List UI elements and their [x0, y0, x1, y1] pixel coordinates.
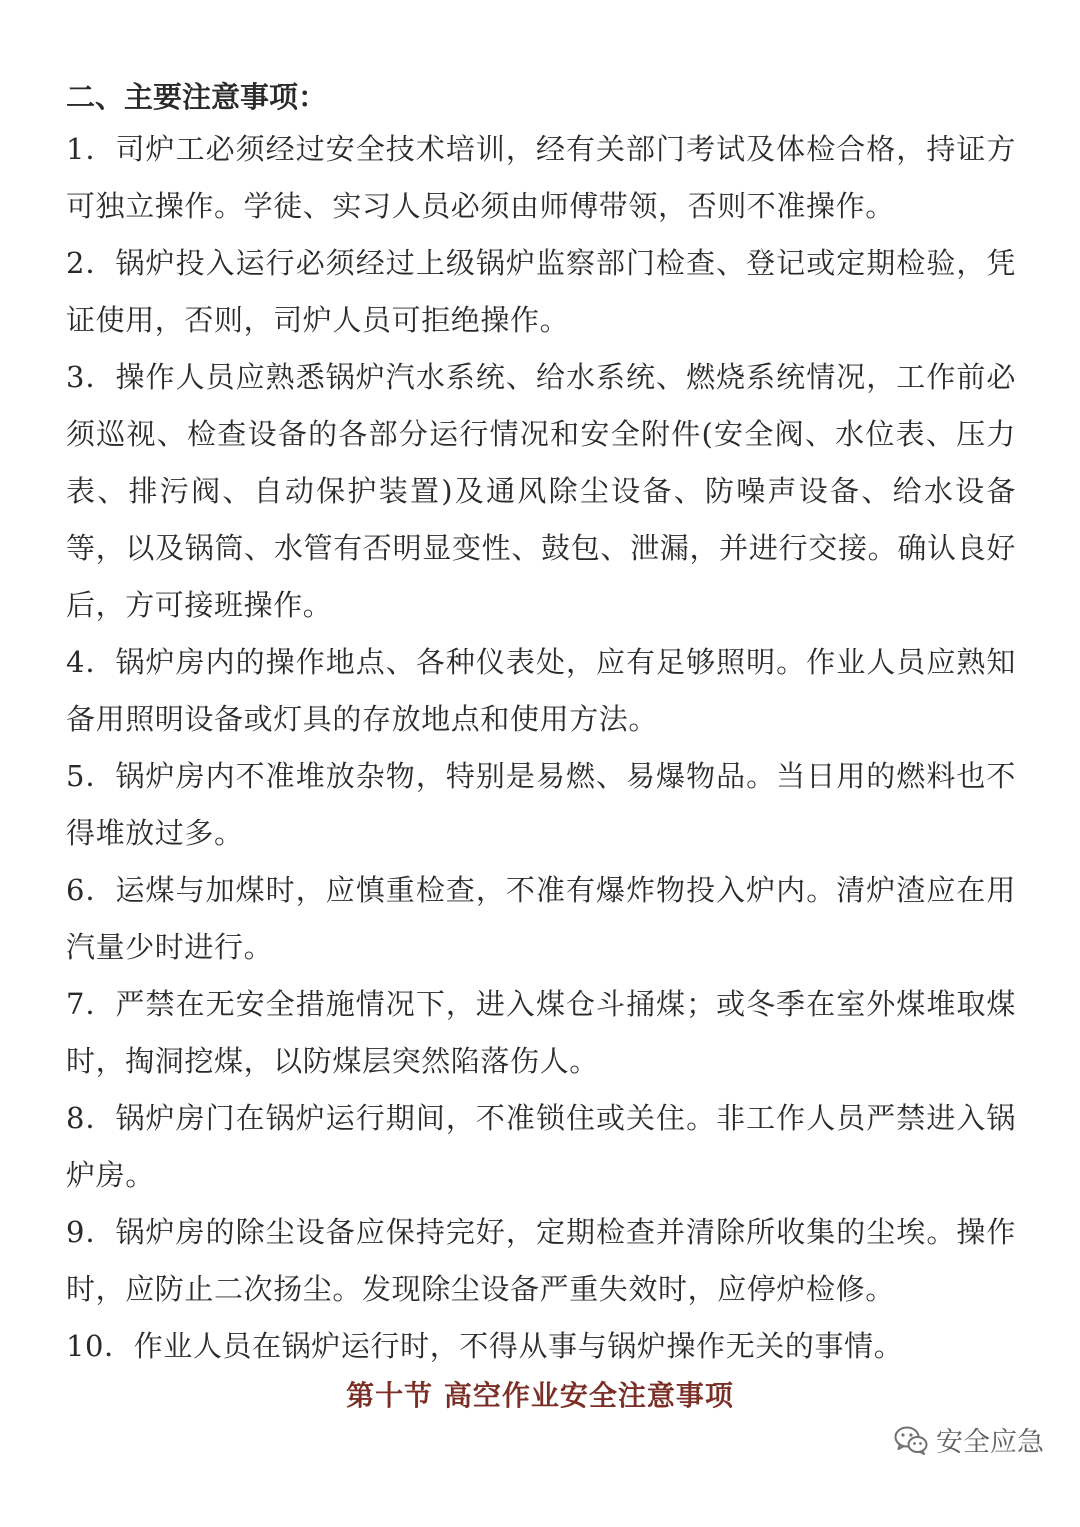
section-title: 第十节 高空作业安全注意事项 — [346, 1379, 734, 1412]
watermark-text: 安全应急 — [936, 1427, 1044, 1458]
list-item-6 — [66, 862, 1016, 976]
list-item-7 — [66, 976, 1016, 1090]
item-text: 2．锅炉投入运行必须经过上级锅炉监察部门检查、登记或定期检验，凭证使用，否则，司炉人员可拒绝操作。 — [66, 246, 1016, 337]
item-text: 8．锅炉房门在锅炉运行期间，不准锁住或关住。非工作人员严禁进入锅炉房。 — [66, 1101, 1016, 1192]
document-body — [66, 74, 1016, 1375]
item-text: 10．作业人员在锅炉运行时，不得从事与锅炉操作无关的事情。 — [66, 1329, 904, 1363]
list-item-10 — [66, 1318, 1016, 1375]
item-text: 4．锅炉房内的操作地点、各种仪表处，应有足够照明。作业人员应熟知备用照明设备或灯具的存放地点和使用方法。 — [66, 645, 1016, 736]
item-text: 5．锅炉房内不准堆放杂物，特别是易燃、易爆物品。当日用的燃料也不得堆放过多。 — [66, 759, 1016, 850]
item-text: 7．严禁在无安全措施情况下，进入煤仓斗捅煤；或冬季在室外煤堆取煤时，掏洞挖煤，以防煤层突然陷落伤人。 — [66, 987, 1016, 1078]
watermark — [894, 1420, 1044, 1459]
item-text: 9．锅炉房的除尘设备应保持完好，定期检查并清除所收集的尘埃。操作时，应防止二次扬尘。发现除尘设备严重失效时，应停炉检修。 — [66, 1215, 1016, 1306]
item-text: 1．司炉工必须经过安全技术培训，经有关部门考试及体检合格，持证方可独立操作。学徒、实习人员必须由师傅带领，否则不准操作。 — [66, 132, 1016, 223]
section-heading: 二、主要注意事项： — [66, 80, 328, 114]
list-item-4 — [66, 634, 1016, 748]
list-item-8 — [66, 1090, 1016, 1204]
item-text: 3．操作人员应熟悉锅炉汽水系统、给水系统、燃烧系统情况，工作前必须巡视、检查设备的各部分运行情况和安全附件(安全阀、水位表、压力表、排污阀、自动保护装置)及通风除尘设备、防噪声设备、给水设备等，以及锅筒、水管有否明显变性、鼓包、泄漏，并进行交接。确认良好后，方可接班操作。 — [66, 360, 1016, 622]
wechat-icon — [894, 1425, 928, 1455]
list-item-1 — [66, 121, 1016, 235]
list-item-3 — [66, 349, 1016, 634]
list-item-5 — [66, 748, 1016, 862]
list-item-2 — [66, 235, 1016, 349]
item-text: 6．运煤与加煤时，应慎重检查，不准有爆炸物投入炉内。清炉渣应在用汽量少时进行。 — [66, 873, 1016, 964]
list-item-9 — [66, 1204, 1016, 1318]
